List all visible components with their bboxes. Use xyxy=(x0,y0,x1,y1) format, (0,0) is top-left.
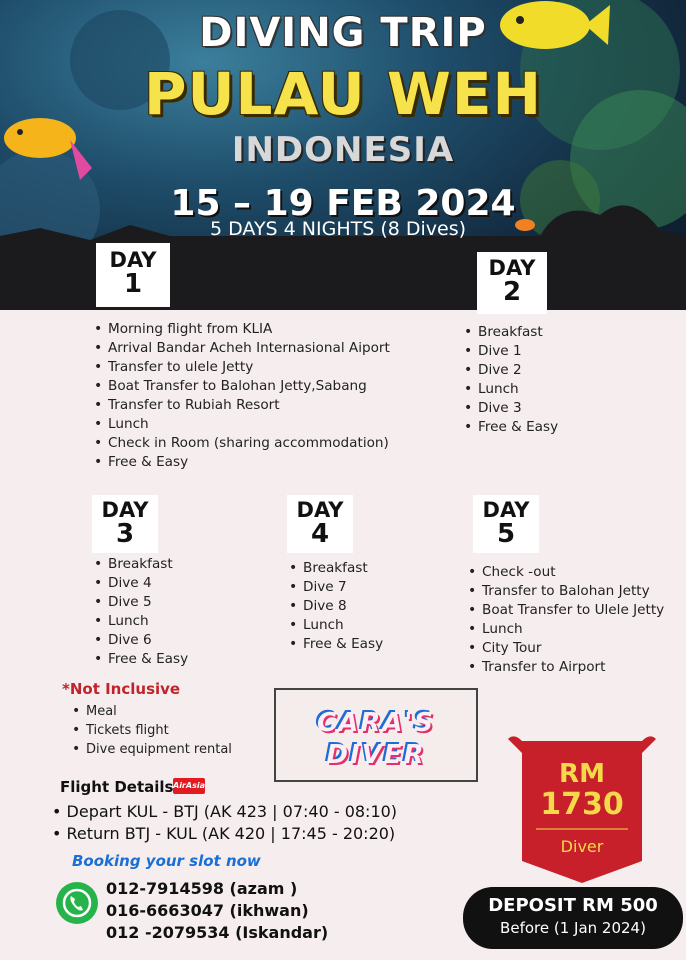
deposit-deadline: Before (1 Jan 2024) xyxy=(500,919,646,937)
day-label: DAY xyxy=(109,248,157,272)
list-item: • Boat Transfer to Ulele Jetty xyxy=(466,601,664,620)
not-inclusive-title: *Not Inclusive xyxy=(62,680,181,698)
list-item: • Morning flight from KLIA xyxy=(92,320,390,339)
day-number: 2 xyxy=(502,277,522,308)
day-number: 3 xyxy=(115,519,135,550)
list-item: • Dive 2 xyxy=(462,361,558,380)
booking-cta: Booking your slot now xyxy=(72,852,261,870)
list-item: • Lunch xyxy=(92,612,188,631)
whatsapp-phone-icon[interactable] xyxy=(56,882,98,924)
price-amount: 1730 xyxy=(540,787,624,822)
list-item: • Lunch xyxy=(462,380,558,399)
list-item: • Dive 1 xyxy=(462,342,558,361)
list-item: • Boat Transfer to Balohan Jetty,Sabang xyxy=(92,377,390,396)
day-5-itinerary xyxy=(466,563,664,677)
list-item: • Check in Room (sharing accommodation) xyxy=(92,434,390,453)
list-item: • Breakfast xyxy=(287,559,383,578)
day-number: 5 xyxy=(496,519,516,550)
list-item: • Lunch xyxy=(92,415,390,434)
logo-line-1: CARA'S xyxy=(316,708,436,738)
day-2-itinerary xyxy=(462,323,558,437)
day-label: DAY xyxy=(296,498,344,522)
title-destination: PULAU WEH xyxy=(143,60,543,128)
phone-iskandar[interactable]: 012 -2079534 (Iskandar) xyxy=(106,923,329,942)
deposit-badge xyxy=(463,887,683,949)
list-item: • Transfer to ulele Jetty xyxy=(92,358,390,377)
price-tag xyxy=(508,733,656,883)
list-item: • Dive equipment rental xyxy=(70,740,232,759)
list-item: • Free & Easy xyxy=(92,453,390,472)
phone-azam[interactable]: 012-7914598 (azam ) xyxy=(106,879,298,898)
not-inclusive-list xyxy=(70,702,232,759)
list-item: • Breakfast xyxy=(462,323,558,342)
day-1-itinerary xyxy=(92,320,390,472)
list-item: • Dive 6 xyxy=(92,631,188,650)
day-label: DAY xyxy=(488,256,536,280)
day-3-itinerary xyxy=(92,555,188,669)
flight-details-title: Flight Details xyxy=(60,778,174,796)
list-item: • City Tour xyxy=(466,639,664,658)
list-item: • Breakfast xyxy=(92,555,188,574)
list-item: • Free & Easy xyxy=(92,650,188,669)
deposit-amount: DEPOSIT RM 500 xyxy=(488,895,658,916)
day-number: 1 xyxy=(123,269,143,300)
title-country: INDONESIA xyxy=(231,130,455,170)
day-2-badge xyxy=(477,252,547,314)
price-currency: RM xyxy=(559,759,605,789)
airasia-logo: AirAsia xyxy=(173,778,205,794)
list-item: • Dive 7 xyxy=(287,578,383,597)
flight-depart: • Depart KUL - BTJ (AK 423 | 07:40 - 08:10) xyxy=(52,802,398,821)
day-number: 4 xyxy=(310,519,330,550)
day-label: DAY xyxy=(101,498,149,522)
price-unit: Diver xyxy=(560,837,604,856)
day-5-badge xyxy=(473,495,539,553)
list-item: • Lunch xyxy=(466,620,664,639)
list-item: • Lunch xyxy=(287,616,383,635)
phone-ikhwan[interactable]: 016-6663047 (ikhwan) xyxy=(106,901,309,920)
list-item: • Free & Easy xyxy=(462,418,558,437)
list-item: • Free & Easy xyxy=(287,635,383,654)
list-item: • Dive 3 xyxy=(462,399,558,418)
trip-dates: 15 – 19 FEB 2024 xyxy=(170,183,516,224)
list-item: • Tickets flight xyxy=(70,721,232,740)
list-item: • Dive 8 xyxy=(287,597,383,616)
day-label: DAY xyxy=(482,498,530,522)
list-item: • Transfer to Rubiah Resort xyxy=(92,396,390,415)
day-4-itinerary xyxy=(287,559,383,654)
list-item: • Meal xyxy=(70,702,232,721)
caras-diver-logo xyxy=(274,688,478,782)
day-1-badge xyxy=(96,243,170,307)
list-item: • Transfer to Airport xyxy=(466,658,664,677)
title-diving-trip: DIVING TRIP xyxy=(199,10,487,56)
trip-duration: 5 DAYS 4 NIGHTS (8 Dives) xyxy=(210,218,467,240)
list-item: • Arrival Bandar Acheh Internasional Aiport xyxy=(92,339,390,358)
list-item: • Check -out xyxy=(466,563,664,582)
flight-return: • Return BTJ - KUL (AK 420 | 17:45 - 20:20) xyxy=(52,824,396,843)
logo-line-2: DIVER xyxy=(326,740,426,770)
day-4-badge xyxy=(287,495,353,553)
list-item: • Dive 5 xyxy=(92,593,188,612)
day-3-badge xyxy=(92,495,158,553)
list-item: • Transfer to Balohan Jetty xyxy=(466,582,664,601)
list-item: • Dive 4 xyxy=(92,574,188,593)
